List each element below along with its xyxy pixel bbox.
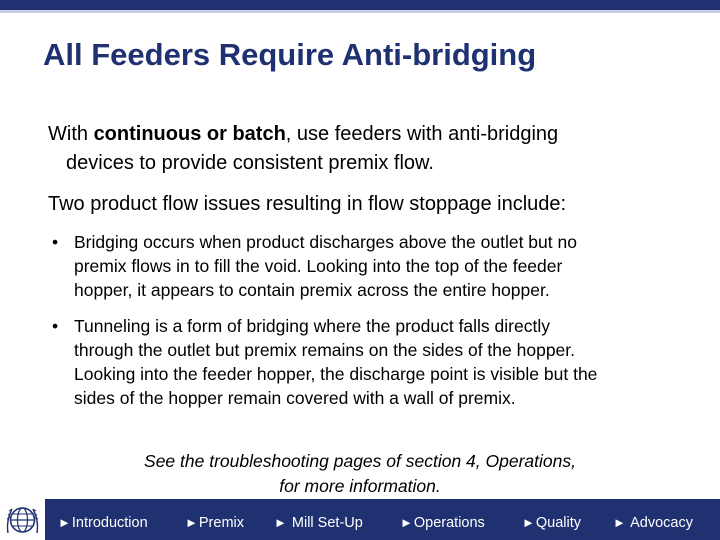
bullet-line: Bridging occurs when product discharges above the outlet but no (74, 232, 577, 252)
globe-wheat-logo-icon[interactable] (0, 499, 45, 540)
nav-arrow-icon: ► (400, 515, 413, 530)
bullet-line: sides of the hopper remain covered with a wall of premix. (74, 388, 516, 408)
logo-graphic (4, 503, 41, 536)
slide-title: All Feeders Require Anti-bridging (43, 37, 537, 72)
intro-line1-rest: , use feeders with anti-bridging (285, 123, 559, 145)
nav-arrow-icon: ► (274, 515, 287, 530)
nav-label: Operations (413, 515, 485, 531)
nav-introduction[interactable] (58, 513, 148, 533)
nav-arrow-icon: ► (58, 515, 71, 530)
nav-operations[interactable] (400, 513, 485, 533)
bullet-marker: • (52, 232, 59, 252)
nav-label: Mill Set-Up (287, 515, 363, 531)
note-line2: for more information. (279, 476, 441, 496)
bullet-tunneling (52, 314, 692, 410)
top-accent-bar (0, 0, 720, 10)
nav-quality[interactable] (522, 513, 581, 533)
nav-label: Quality (535, 515, 582, 531)
top-accent-stripe (0, 10, 720, 13)
nav-arrow-icon: ► (613, 515, 626, 530)
intro-prefix: With (48, 123, 94, 145)
nav-arrow-icon: ► (522, 515, 535, 530)
nav-label: Advocacy (626, 515, 693, 531)
bullet-line: through the outlet but premix remains on the sides of the hopper. (74, 340, 576, 360)
intro-line2: devices to provide consistent premix flow. (66, 152, 434, 174)
see-also-note (0, 449, 720, 499)
intro-paragraph (48, 120, 688, 178)
note-line1: See the troubleshooting pages of section 4, Operations, (144, 451, 576, 471)
nav-advocacy[interactable] (613, 513, 693, 533)
nav-label: Introduction (71, 515, 148, 531)
bullet-line: Tunneling is a form of bridging where the product falls directly (74, 316, 550, 336)
issues-heading: Two product flow issues resulting in flow stoppage include: (48, 193, 567, 215)
intro-emphasis: continuous or batch (93, 123, 286, 145)
bullet-bridging (52, 230, 692, 302)
bullet-line: Looking into the feeder hopper, the discharge point is visible but the (74, 364, 598, 384)
nav-mill-set-up[interactable] (274, 513, 363, 533)
bullet-line: premix flows in to fill the void. Looking into the top of the feeder (74, 256, 563, 276)
nav-label: Premix (198, 515, 244, 531)
nav-arrow-icon: ► (185, 515, 198, 530)
bullet-line: hopper, it appears to contain premix across the entire hopper. (74, 280, 550, 300)
bullet-marker: • (52, 316, 59, 336)
nav-premix[interactable] (185, 513, 244, 533)
